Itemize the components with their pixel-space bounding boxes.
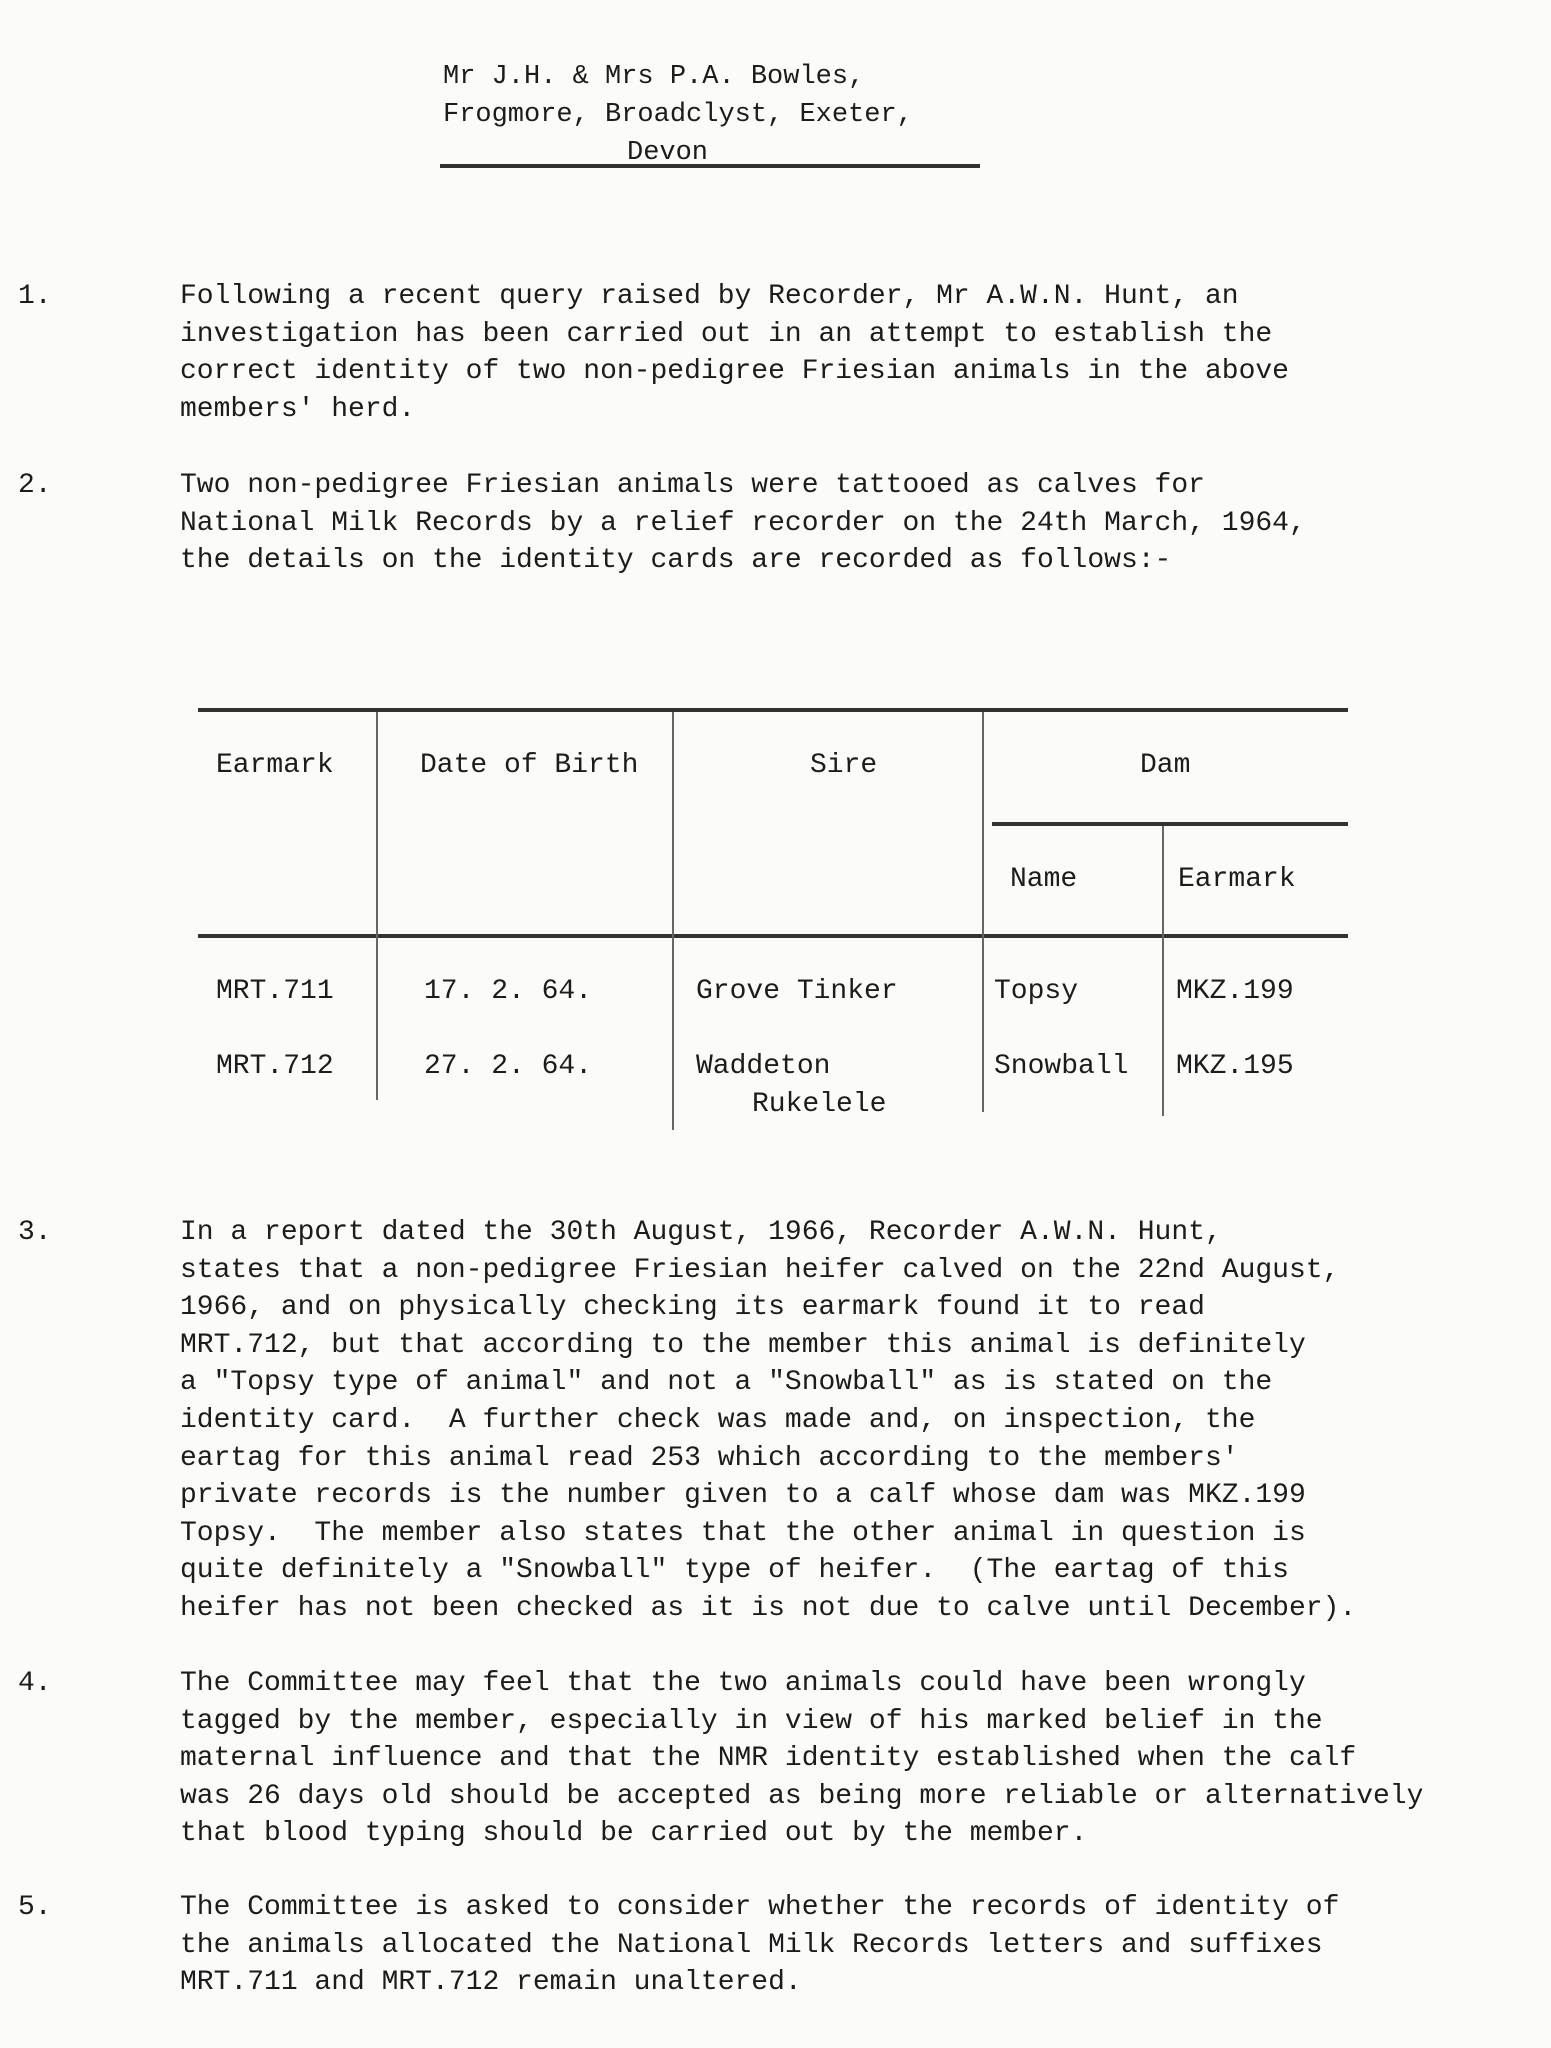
paragraph-line: Following a recent query raised by Recorder, Mr A.W.N. Hunt, an (180, 281, 1239, 312)
column-divider (982, 712, 984, 1112)
paragraph-line: In a report dated the 30th August, 1966, Recorder A.W.N. Hunt, (180, 1217, 1222, 1248)
paragraph-line: Two non-pedigree Friesian animals were tattooed as calves for (180, 470, 1205, 501)
row-2-sire-line-1: Waddeton (696, 1051, 831, 1082)
row-1-sire: Grove Tinker (696, 976, 898, 1007)
row-2-earmark: MRT.712 (216, 1051, 334, 1082)
paragraph-line: the details on the identity cards are recorded as follows:- (180, 545, 1172, 577)
address-line-1: Mr J.H. & Mrs P.A. Bowles, (443, 62, 865, 92)
paragraph-line: MRT.712, but that according to the member this animal is definitely (180, 1329, 1306, 1361)
paragraph-number: 1. (18, 281, 52, 312)
row-2-dam-name: Snowball (994, 1051, 1129, 1082)
address-underline (440, 164, 980, 168)
paragraph-line: maternal influence and that the NMR identity established when the calf (180, 1743, 1357, 1775)
paragraph-line: members' herd. (180, 393, 416, 425)
dam-subheader-rule (992, 822, 1348, 826)
address-line-2: Frogmore, Broadclyst, Exeter, (443, 100, 913, 130)
table-header-rule (198, 934, 1348, 938)
header-sire: Sire (810, 750, 878, 781)
column-divider (376, 712, 378, 1100)
paragraph-line: states that a non-pedigree Friesian heifer calved on the 22nd August, (180, 1254, 1340, 1286)
paragraph-line: that blood typing should be carried out by the member. (180, 1818, 1088, 1850)
row-1-dam-earmark: MKZ.199 (1176, 976, 1294, 1007)
row-2-sire-line-2: Rukelele (752, 1089, 887, 1120)
header-date-of-birth: Date of Birth (420, 750, 639, 781)
row-2-dam-earmark: MKZ.195 (1176, 1051, 1294, 1082)
paragraph-line: National Milk Records by a relief recorder on the 24th March, 1964, (180, 507, 1306, 539)
header-dam: Dam (1140, 750, 1191, 781)
row-1-earmark: MRT.711 (216, 976, 334, 1007)
paragraph-number: 5. (18, 1892, 52, 1923)
paragraph-line: Topsy. The member also states that the other animal in question is (180, 1517, 1306, 1549)
paragraph-line: eartag for this animal read 253 which according to the members' (180, 1442, 1239, 1474)
paragraph-line: private records is the number given to a calf whose dam was MKZ.199 (180, 1480, 1306, 1512)
paragraph-line: a "Topsy type of animal" and not a "Snowball" as is stated on the (180, 1367, 1273, 1399)
paragraph-number: 3. (18, 1217, 52, 1248)
paragraph-number: 4. (18, 1668, 52, 1699)
paragraph-line: The Committee is asked to consider whether the records of identity of (180, 1892, 1340, 1923)
address-line-3: Devon (627, 138, 709, 168)
paragraph-line: MRT.711 and MRT.712 remain unaltered. (180, 1967, 802, 1999)
paragraph-number: 2. (18, 470, 52, 501)
paragraph-line: correct identity of two non-pedigree Friesian animals in the above (180, 356, 1289, 388)
row-1-date-of-birth: 17. 2. 64. (424, 976, 593, 1007)
column-divider (672, 712, 674, 1130)
row-1-dam-name: Topsy (994, 976, 1079, 1007)
header-dam-earmark: Earmark (1178, 864, 1296, 895)
address-block (443, 58, 913, 172)
paragraph-line: tagged by the member, especially in view of his marked belief in the (180, 1705, 1323, 1737)
paragraph-line: The Committee may feel that the two animals could have been wrongly (180, 1668, 1306, 1699)
paragraph-line: investigation has been carried out in an attempt to establish the (180, 318, 1273, 350)
column-divider (1162, 826, 1164, 1116)
row-2-date-of-birth: 27. 2. 64. (424, 1051, 593, 1082)
paragraph-line: heifer has not been checked as it is not due to calve until December). (180, 1593, 1357, 1624)
paragraph-line: was 26 days old should be accepted as being more reliable or alternatively (180, 1780, 1424, 1812)
table-top-rule (198, 708, 1348, 712)
paragraph-line: the animals allocated the National Milk Records letters and suffixes (180, 1929, 1323, 1961)
header-earmark: Earmark (216, 750, 334, 781)
paragraph-line: 1966, and on physically checking its earmark found it to read (180, 1292, 1205, 1324)
paragraph-line: quite definitely a "Snowball" type of heifer. (The eartag of this (180, 1555, 1289, 1587)
paragraph-line: identity card. A further check was made and, on inspection, the (180, 1405, 1256, 1436)
header-dam-name: Name (1010, 864, 1078, 895)
